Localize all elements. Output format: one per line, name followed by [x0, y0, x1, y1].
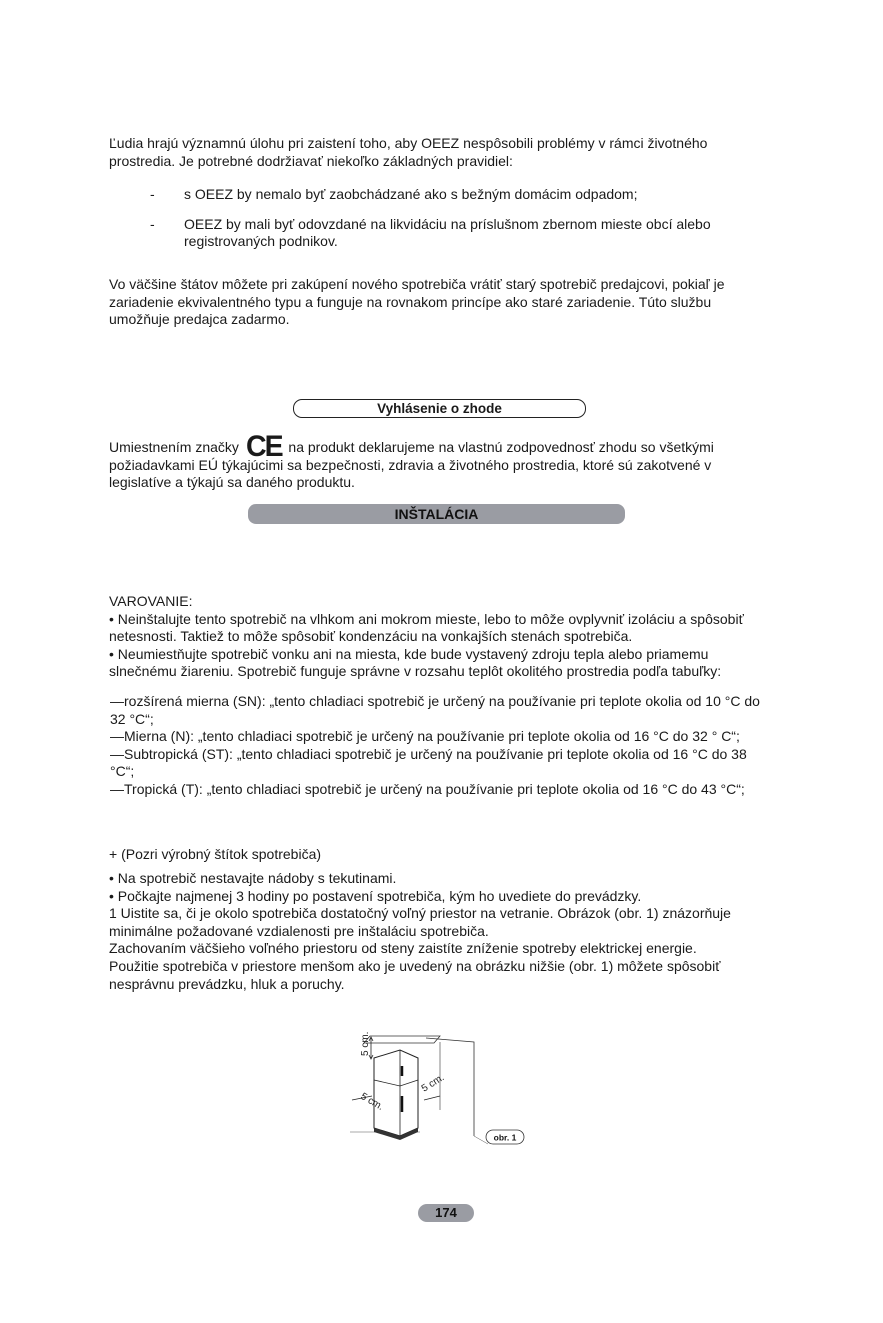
- figure-label: obr. 1: [493, 1132, 517, 1143]
- warning-line: • Neumiestňujte spotrebič vonku ani na miesta, kde bude vystavený zdroju tepla alebo priamemu slnečnému žiareniu. Spotrebič funguje správne v rozsahu teplôt okolitého prostredia podľa tabuľky:: [109, 645, 722, 680]
- list-item: [150, 216, 760, 251]
- climate-class-item: —rozšírená mierna (SN): „tento chladiaci spotrebič je určený na používanie pri teplote okolia od 10 °C do 32 °C“;: [110, 693, 760, 727]
- bullet-text: OEEZ by mali byť odovzdané na likvidáciu na príslušnom zbernom mieste obcí alebo registrovaných podnikov.: [184, 215, 711, 250]
- back-clearance-arrow: [424, 1096, 440, 1100]
- warning-title: VAROVANIE:: [109, 593, 193, 609]
- instruction-line: • Na spotrebič nestavajte nádoby s tekutinami.: [109, 870, 397, 886]
- climate-class-item: —Subtropická (ST): „tento chladiaci spotrebič je určený na používanie pri teplote okolia od 16 °C do 38 °C“;: [110, 745, 747, 780]
- ce-mark-logo: CE: [245, 430, 282, 463]
- bullet-dash: -: [150, 186, 155, 202]
- climate-class-list: [110, 693, 770, 799]
- climate-class-item: —Mierna (N): „tento chladiaci spotrebič je určený na používanie pri teplote okolia od 16 °C do 32 ° C“;: [110, 728, 740, 745]
- back-clearance-label: 5 cm.: [419, 1072, 447, 1095]
- bullet-dash: -: [150, 215, 155, 232]
- clearance-figure: [340, 1020, 530, 1150]
- instruction-line: Zachovaním väčšieho voľného priestoru od steny zaistíte zníženie spotreby elektrickej energie.: [109, 940, 697, 957]
- warning-section: [109, 593, 765, 681]
- intro-paragraph: Ľudia hrajú významnú úlohu pri zaistení toho, aby OEEZ nespôsobili problémy v rámci životného prostredia. Je potrebné dodržiavať niekoľko základných pravidiel:: [109, 135, 708, 169]
- climate-class-item: —Tropická (T): „tento chladiaci spotrebič je určený na používanie pri teplote okolia od 16 °C do 43 °C“;: [110, 780, 745, 797]
- disposal-rules-list: [150, 186, 760, 263]
- list-item: [150, 186, 760, 204]
- rating-plate-note: + (Pozri výrobný štítok spotrebiča): [109, 846, 322, 862]
- conformity-heading: Vyhlásenie o zhode: [293, 399, 586, 418]
- side-clearance-label: 5 cm.: [358, 1091, 386, 1113]
- instruction-line: • Počkajte najmenej 3 hodiny po postavení spotrebiča, kým ho uvediete do prevádzky.: [109, 887, 642, 904]
- installation-heading: INŠTALÁCIA: [248, 504, 625, 524]
- ce-declaration-paragraph: [109, 430, 765, 492]
- ce-text-after: na produkt deklarujeme na vlastnú zodpovednosť zhodu so všetkými požiadavkami EÚ týkajúcimi sa bezpečnosti, zdravia a životného prostredia, ktoré sú zakotvené v legislatíve a týkajú sa daného produktu.: [109, 439, 714, 491]
- warning-line: • Neinštalujte tento spotrebič na vlhkom ani mokrom mieste, lebo to môže ovplyvniť izoláciu a spôsobiť netesnosti. Taktiež to môže spôsobiť kondenzáciu na vonkajších stenách spotrebiča.: [109, 610, 744, 645]
- instruction-line: Použitie spotrebiča v priestore menšom ako je uvedený na obrázku nižšie (obr. 1) môžete spôsobiť nesprávnu prevádzku, hluk a poruchy.: [109, 957, 721, 992]
- return-policy-paragraph: Vo väčšine štátov môžete pri zakúpení nového spotrebiča vrátiť starý spotrebič predajcovi, pokiaľ je zariadenie ekvivalentného typu a funguje na rovnakom princípe ako staré zariadenie. Túto službu umožňuje predajca zadarmo.: [109, 276, 725, 328]
- page-number-badge: 174: [418, 1204, 474, 1222]
- top-clearance-label: 5 cm.: [360, 1031, 371, 1056]
- refrigerator-drawing: [374, 1050, 418, 1140]
- instruction-line: 1 Uistite sa, či je okolo spotrebiča dostatočný voľný priestor na vetranie. Obrázok (obr. 1) znázorňuje minimálne požadované vzdialenosti pre inštaláciu spotrebiča.: [109, 905, 731, 939]
- bullet-text: s OEEZ by nemalo byť zaobchádzané ako s bežným domácim odpadom;: [184, 186, 638, 202]
- ce-text-before: Umiestnením značky: [109, 439, 239, 455]
- installation-instructions: [109, 870, 771, 993]
- overhead-shelf: [364, 1036, 440, 1043]
